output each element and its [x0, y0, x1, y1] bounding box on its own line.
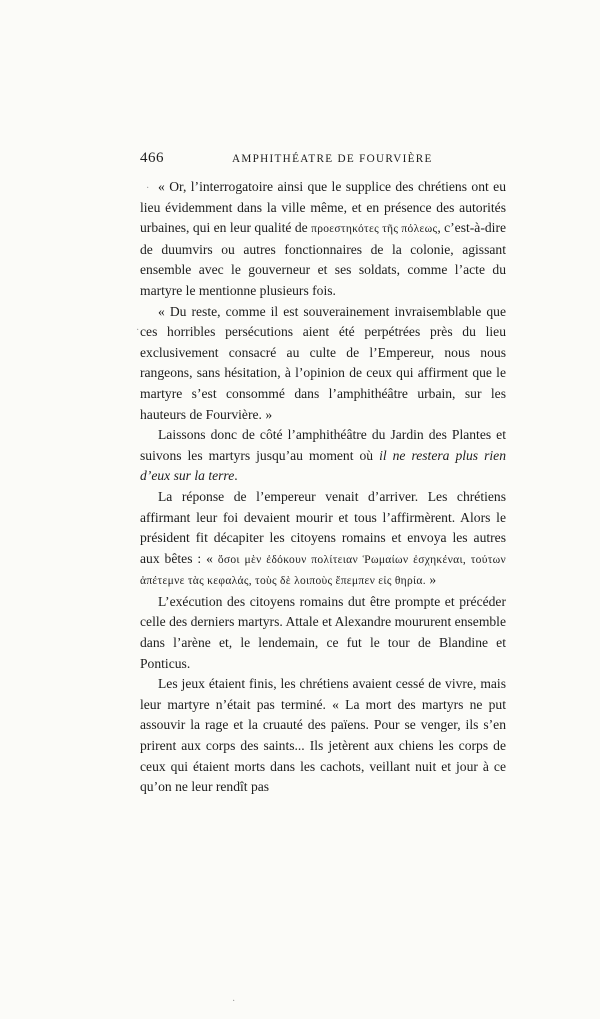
text-run: .: [234, 468, 238, 484]
text-run: »: [425, 572, 437, 588]
paragraph: [140, 487, 506, 592]
text-run: La réponse de l’empereur venait d’arriver. Les chrétiens affirmant leur foi devaient mourir et tous l’affirmèrent. Alors le président fit décapiter les citoyens romains et envoya les autres aux bêtes : «: [140, 488, 506, 566]
page-number: 466: [140, 150, 164, 166]
text-run: Les jeux étaient finis, les chrétiens avaient cessé de vivre, mais leur martyre n’était pas terminé. « La mort des martyrs ne put assouvir la rage et la cruauté des païens. Pour se venger, ils s’en prirent aux corps des saints... Ils jetèrent aux chiens les corps de ceux qui étaient morts dans les cachots, veillant nuit et jour à ce qu’on ne leur rendît pas: [140, 676, 506, 795]
text-run: , c’est-à-dire de duumvirs ou autres fonctionnaires de la colonie, agissant ensemble avec le gouverneur et ses soldats, comme l’acte du martyre le mentionne plusieurs fois.: [140, 220, 507, 298]
paragraph: [140, 425, 506, 487]
page-header: [140, 150, 506, 170]
greek-text: προεστηκότες τῆς πόλεως: [311, 223, 438, 236]
ink-speck: ·: [146, 183, 150, 194]
paragraph: [140, 177, 506, 302]
italic-text: il ne restera plus rien d’eux sur la terre: [140, 447, 506, 484]
text-run: L’exécution des citoyens romains dut être prompte et précéder celle des derniers martyrs. Attale et Alexandre moururent ensemble dans l’arène et, le lendemain, ce fut le tour de Blandine et Ponticus.: [140, 593, 506, 671]
ink-speck: ·: [232, 996, 236, 1007]
text-run: « Du reste, comme il est souverainement invraisemblable que ces horribles persécutions aient été perpétrées près du lieu exclusivement consacré au culte de l’Empereur, nous nous rangeons, sans hésitation, à l’opinion de ceux qui affirment que le martyre s’est consommé dans l’amphithéâtre urbain, sur les hauteurs de Fourvière. »: [140, 303, 506, 422]
paragraph: [140, 302, 506, 426]
paragraph: [140, 592, 506, 674]
text-run: Laissons donc de côté l’amphithéâtre du Jardin des Plantes et suivons les martyrs jusqu’au moment où: [140, 427, 506, 463]
paragraph: [140, 674, 506, 798]
greek-text: ὅσοι μὲν ἐδόκουν πολίτειαν Ῥωμαίων ἐσχηκέναι, τούτων ἀπέτεμνε τὰς κεφαλάς, τοὺς δὲ λοιποὺς ἔπεμπεν εἰς θηρία.: [140, 553, 506, 588]
body-text: [140, 177, 506, 798]
running-title: AMPHITHÉATRE DE FOURVIÈRE: [232, 153, 433, 165]
ink-speck: ·: [136, 325, 140, 336]
text-run: « Or, l’interrogatoire ainsi que le supplice des chrétiens ont eu lieu évidemment dans la ville même, et en présence des autorités urbaines, qui en leur qualité de: [140, 179, 506, 236]
